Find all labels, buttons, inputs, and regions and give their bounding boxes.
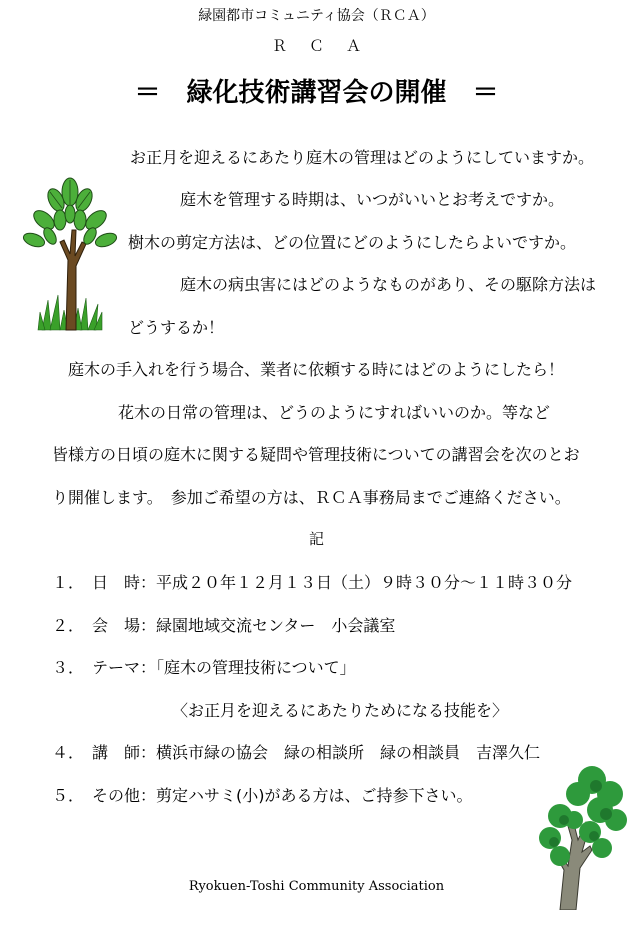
detail-venue: ２． 会 場：緑園地域交流センター 小会議室: [52, 616, 396, 635]
intro-line-8: 皆様方の日頃の庭木に関する疑問や管理技術についての講習会を次のとお: [52, 445, 580, 464]
ki-heading: 記: [308, 530, 324, 548]
intro-line-4: 庭木の病虫害にはどのようなものがあり、その駆除方法は: [180, 275, 597, 294]
rca-heading: ＲＣＡ: [271, 37, 383, 55]
intro-line-9: り開催します。 参加ご希望の方は、ＲＣＡ事務局までご連絡ください。: [52, 488, 571, 507]
detail-theme-subtitle: 〈お正月を迎えるにあたりためになる技能を〉: [172, 701, 509, 720]
detail-lecturer: ４． 講 師：横浜市緑の協会 緑の相談所 緑の相談員 吉澤久仁: [52, 743, 541, 762]
footer-association: Ryokuen-Toshi Community Association: [188, 879, 445, 894]
tree-illustration-icon: [20, 170, 120, 332]
intro-line-7: 花木の日常の管理は、どうのようにすればいいのか。等など: [118, 403, 551, 422]
intro-line-3: 樹木の剪定方法は、どの位置にどのようにしたらよいですか。: [128, 233, 577, 252]
detail-theme: ３． テーマ：「庭木の管理技術について」: [52, 658, 356, 677]
intro-line-1: お正月を迎えるにあたり庭木の管理はどのようにしていますか。: [130, 148, 595, 167]
detail-other: ５． その他：剪定ハサミ(小)がある方は、ご持参下さい。: [52, 786, 473, 805]
intro-line-2: 庭木を管理する時期は、いつがいいとお考えですか。: [180, 190, 565, 209]
pine-tree-illustration-icon: [530, 760, 630, 910]
intro-line-6: 庭木の手入れを行う場合、業者に依頼する時にはどのようにしたら！: [68, 360, 565, 379]
page-title: ＝ 緑化技術講習会の開催 ＝: [134, 78, 499, 108]
detail-datetime: １． 日 時：平成２０年１２月１３日（土）９時３０分～１１時３０分: [52, 573, 573, 592]
intro-line-5: どうするか！: [128, 318, 225, 337]
organization-name: 緑園都市コミュニティ協会（ＲＣＡ）: [198, 8, 435, 24]
